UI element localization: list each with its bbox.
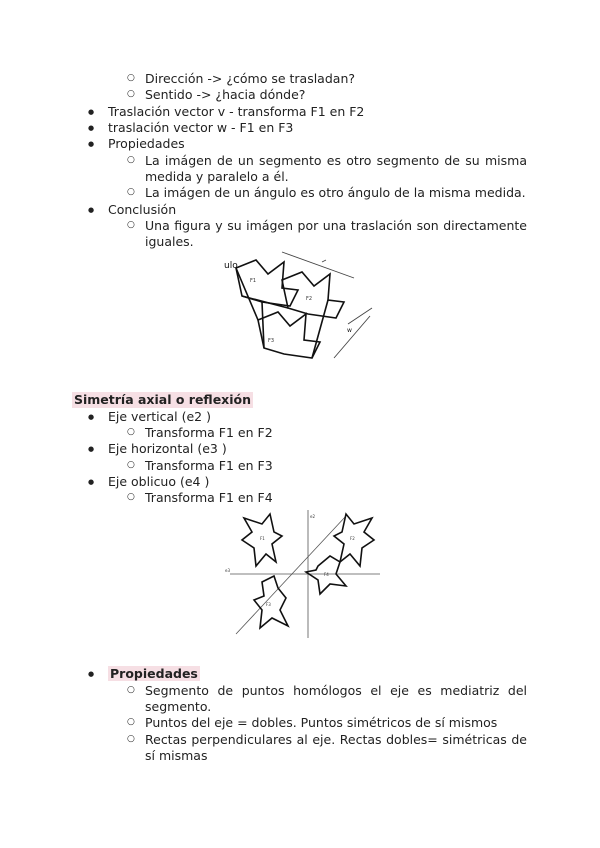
svg-text:F1: F1 <box>260 536 265 541</box>
svg-text:e3: e3 <box>225 568 231 573</box>
list-item-continuation: medida y paralelo a él. <box>145 169 289 184</box>
list-item-continuation: iguales. <box>145 234 194 249</box>
list-item: ○ Transforma F1 en F2 <box>145 425 273 441</box>
list-item: ○ Una figura y su imágen por una traslación son directamente <box>145 218 527 234</box>
list-item: ○ Rectas perpendiculares al eje. Rectas dobles= simétricas de <box>145 732 527 748</box>
list-item-continuation: sí mismas <box>145 748 208 763</box>
svg-text:e2: e2 <box>310 514 316 519</box>
list-item: ● Conclusión <box>108 202 176 218</box>
list-item: ○ Segmento de puntos homólogos el eje es mediatriz del <box>145 683 527 699</box>
list-item: ● Eje vertical (e2 ) <box>108 409 211 425</box>
figure-corner-label: ulo <box>224 261 238 271</box>
svg-text:F3: F3 <box>268 338 275 344</box>
list-item: ○ Transforma F1 en F4 <box>145 490 273 506</box>
list-item: ○ La imágen de un segmento es otro segmento de su misma <box>145 153 527 169</box>
list-item: ○ Sentido -> ¿hacia dónde? <box>145 87 305 103</box>
list-item: ○ Puntos del eje = dobles. Puntos simétricos de sí mismos <box>145 715 497 731</box>
list-item: ● Propiedades <box>108 136 185 152</box>
vector-label: w <box>347 327 352 334</box>
highlighted-term: Propiedades <box>110 666 198 681</box>
svg-text:F1: F1 <box>250 278 257 284</box>
list-item: ○ La imágen de un ángulo es otro ángulo de la misma medida. <box>145 185 526 201</box>
list-item-continuation: segmento. <box>145 699 212 714</box>
symmetry-figure <box>222 510 382 638</box>
svg-text:F4: F4 <box>324 572 329 577</box>
list-item <box>108 666 200 682</box>
list-item: ● Traslación vector v - transforma F1 en F2 <box>108 104 364 120</box>
translation-figure <box>222 250 382 376</box>
section-title: Simetría axial o reflexión <box>74 392 252 407</box>
svg-text:F2: F2 <box>306 296 313 302</box>
list-item: ● Eje oblicuo (e4 ) <box>108 474 209 490</box>
list-item: ○ Transforma F1 en F3 <box>145 458 273 474</box>
svg-text:F2: F2 <box>350 536 355 541</box>
list-item: ● Eje horizontal (e3 ) <box>108 441 227 457</box>
list-item: ● traslación vector w - F1 en F3 <box>108 120 293 136</box>
list-item: ○ Dirección -> ¿cómo se trasladan? <box>145 71 355 87</box>
svg-text:F3: F3 <box>266 602 271 607</box>
